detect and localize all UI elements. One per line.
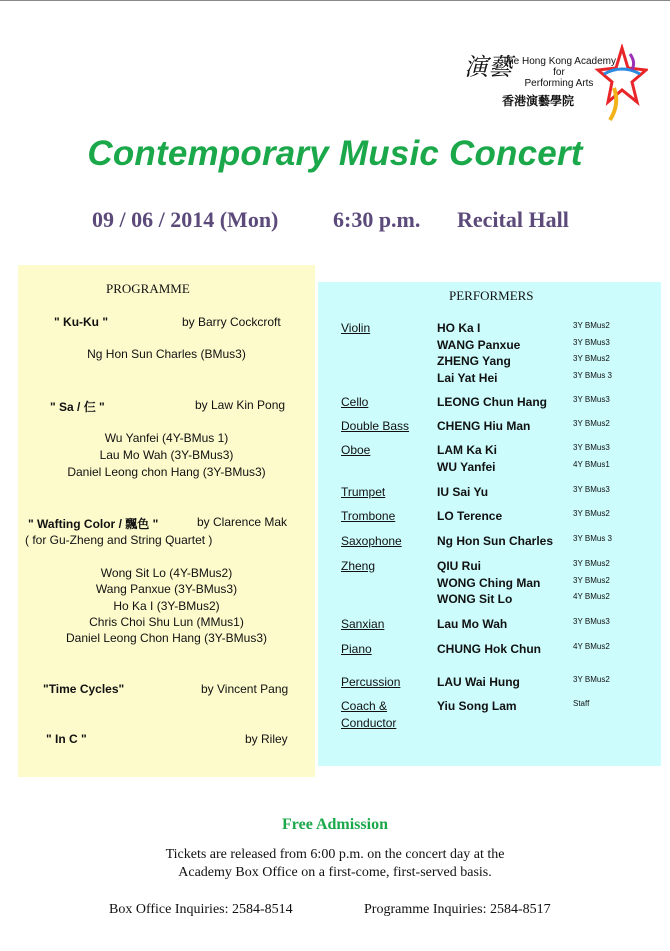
instrument-label: Trombone	[341, 509, 396, 523]
event-date: 09 / 06 / 2014 (Mon)	[92, 207, 279, 232]
academy-logo	[464, 44, 654, 124]
performer-year: 3Y BMus2	[573, 509, 610, 518]
performer-name: Yiu Song Lam	[437, 699, 517, 713]
ticket-info-line1: Tickets are released from 6:00 p.m. on the concert day at the	[165, 847, 505, 862]
piece-note: ( for Gu-Zheng and String Quartet )	[25, 533, 213, 547]
performer-name: WONG Ching Man	[437, 576, 541, 590]
piece-title: " Ku-Ku "	[54, 315, 109, 329]
performer-year: 4Y BMus1	[573, 460, 610, 469]
logo-chinese-name: 香港演藝學院	[502, 94, 575, 108]
piece-composer: by Vincent Pang	[201, 682, 289, 696]
performer-year: 3Y BMus3	[573, 485, 610, 494]
ticket-info-line2: Academy Box Office on a first-come, first-served basis.	[178, 865, 492, 880]
instrument-label: Percussion	[341, 675, 401, 689]
performer-year: 3Y BMus3	[573, 395, 610, 404]
logo-en-line1: The Hong Kong Academy	[502, 56, 616, 67]
performer-year: 3Y BMus2	[573, 321, 610, 330]
performer-year: 3Y BMus2	[573, 675, 610, 684]
instrument-label: Trumpet	[341, 485, 386, 499]
performer-name: WU Yanfei	[437, 460, 496, 474]
instrument-label: Double Bass	[341, 419, 410, 433]
piece-composer: by Law Kin Pong	[195, 398, 286, 412]
performer-name: LEONG Chun Hang	[437, 395, 547, 409]
performer-name: HO Ka I	[437, 321, 481, 335]
piece-performer: Wong Sit Lo (4Y-BMus2)	[100, 566, 233, 580]
piece-composer: by Clarence Mak	[197, 515, 288, 529]
instrument-label: Coach &	[341, 699, 388, 713]
star-icon	[592, 44, 648, 122]
performer-year: 4Y BMus2	[573, 642, 610, 651]
piece-title: " In C "	[46, 732, 87, 746]
performer-year: 3Y BMus2	[573, 354, 610, 363]
instrument-label: Oboe	[341, 443, 371, 457]
concert-title: Contemporary Music Concert	[87, 134, 583, 173]
performer-year: 3Y BMus 3	[573, 534, 612, 543]
instrument-label: Piano	[341, 642, 372, 656]
performer-year: 4Y BMus2	[573, 592, 610, 601]
performer-year: Staff	[573, 699, 590, 708]
performer-name: CHENG Hiu Man	[437, 419, 531, 433]
logo-seal-calligraphy: 演藝	[464, 53, 512, 81]
instrument-label: Sanxian	[341, 617, 385, 631]
performer-name: WONG Sit Lo	[437, 592, 513, 606]
performer-name: QIU Rui	[437, 559, 481, 573]
event-time: 6:30 p.m.	[333, 207, 421, 232]
performer-name: WANG Panxue	[437, 338, 521, 352]
programme-inquiries: Programme Inquiries: 2584-8517	[364, 902, 551, 917]
programme-heading: PROGRAMME	[106, 281, 190, 296]
piece-title: " Sa / 仨 "	[50, 400, 105, 414]
top-rule	[0, 0, 670, 1]
piece-composer: by Barry Cockcroft	[182, 315, 281, 329]
instrument-label: Saxophone	[341, 534, 402, 548]
box-office-inquiries: Box Office Inquiries: 2584-8514	[109, 902, 293, 917]
piece-performer: Daniel Leong chon Hang (3Y-BMus3)	[67, 465, 266, 479]
piece-title: " Wafting Color / 飄色 "	[28, 517, 159, 531]
free-admission: Free Admission	[282, 816, 388, 833]
instrument-label: Conductor	[341, 716, 397, 730]
performer-name: IU Sai Yu	[437, 485, 489, 499]
performer-name: ZHENG Yang	[437, 354, 511, 368]
performer-year: 3Y BMus3	[573, 338, 610, 347]
piece-performer: Wang Panxue (3Y-BMus3)	[95, 582, 238, 596]
event-venue: Recital Hall	[457, 207, 569, 232]
performers-heading: PERFORMERS	[449, 288, 534, 303]
performer-year: 3Y BMus2	[573, 419, 610, 428]
performer-year: 3Y BMus2	[573, 576, 610, 585]
performer-name: Ng Hon Sun Charles	[437, 534, 554, 548]
piece-title: "Time Cycles"	[43, 682, 125, 696]
performer-name: LAM Ka Ki	[437, 443, 497, 457]
logo-en-line2: for	[553, 67, 565, 78]
piece-performer: Lau Mo Wah (3Y-BMus3)	[99, 448, 234, 462]
piece-composer: by Riley	[245, 732, 288, 746]
piece-performer: Daniel Leong Chon Hang (3Y-BMus3)	[65, 631, 267, 645]
performer-year: 3Y BMus3	[573, 617, 610, 626]
piece-performer: Ng Hon Sun Charles (BMus3)	[87, 347, 246, 361]
logo-en-line3: Performing Arts	[524, 78, 594, 89]
piece-performer: Ho Ka I (3Y-BMus2)	[113, 599, 220, 613]
piece-performer: Chris Choi Shu Lun (MMus1)	[89, 615, 244, 629]
performer-name: Lai Yat Hei	[437, 371, 498, 385]
piece-performer: Wu Yanfei (4Y-BMus 1)	[104, 431, 229, 445]
performer-name: LO Terence	[437, 509, 503, 523]
instrument-label: Zheng	[341, 559, 376, 573]
instrument-label: Violin	[341, 321, 371, 335]
performer-name: Lau Mo Wah	[437, 617, 508, 631]
performer-name: LAU Wai Hung	[437, 675, 520, 689]
performer-year: 3Y BMus2	[573, 559, 610, 568]
performer-year: 3Y BMus 3	[573, 371, 612, 380]
performer-name: CHUNG Hok Chun	[437, 642, 541, 656]
instrument-label: Cello	[341, 395, 369, 409]
performer-year: 3Y BMus3	[573, 443, 610, 452]
